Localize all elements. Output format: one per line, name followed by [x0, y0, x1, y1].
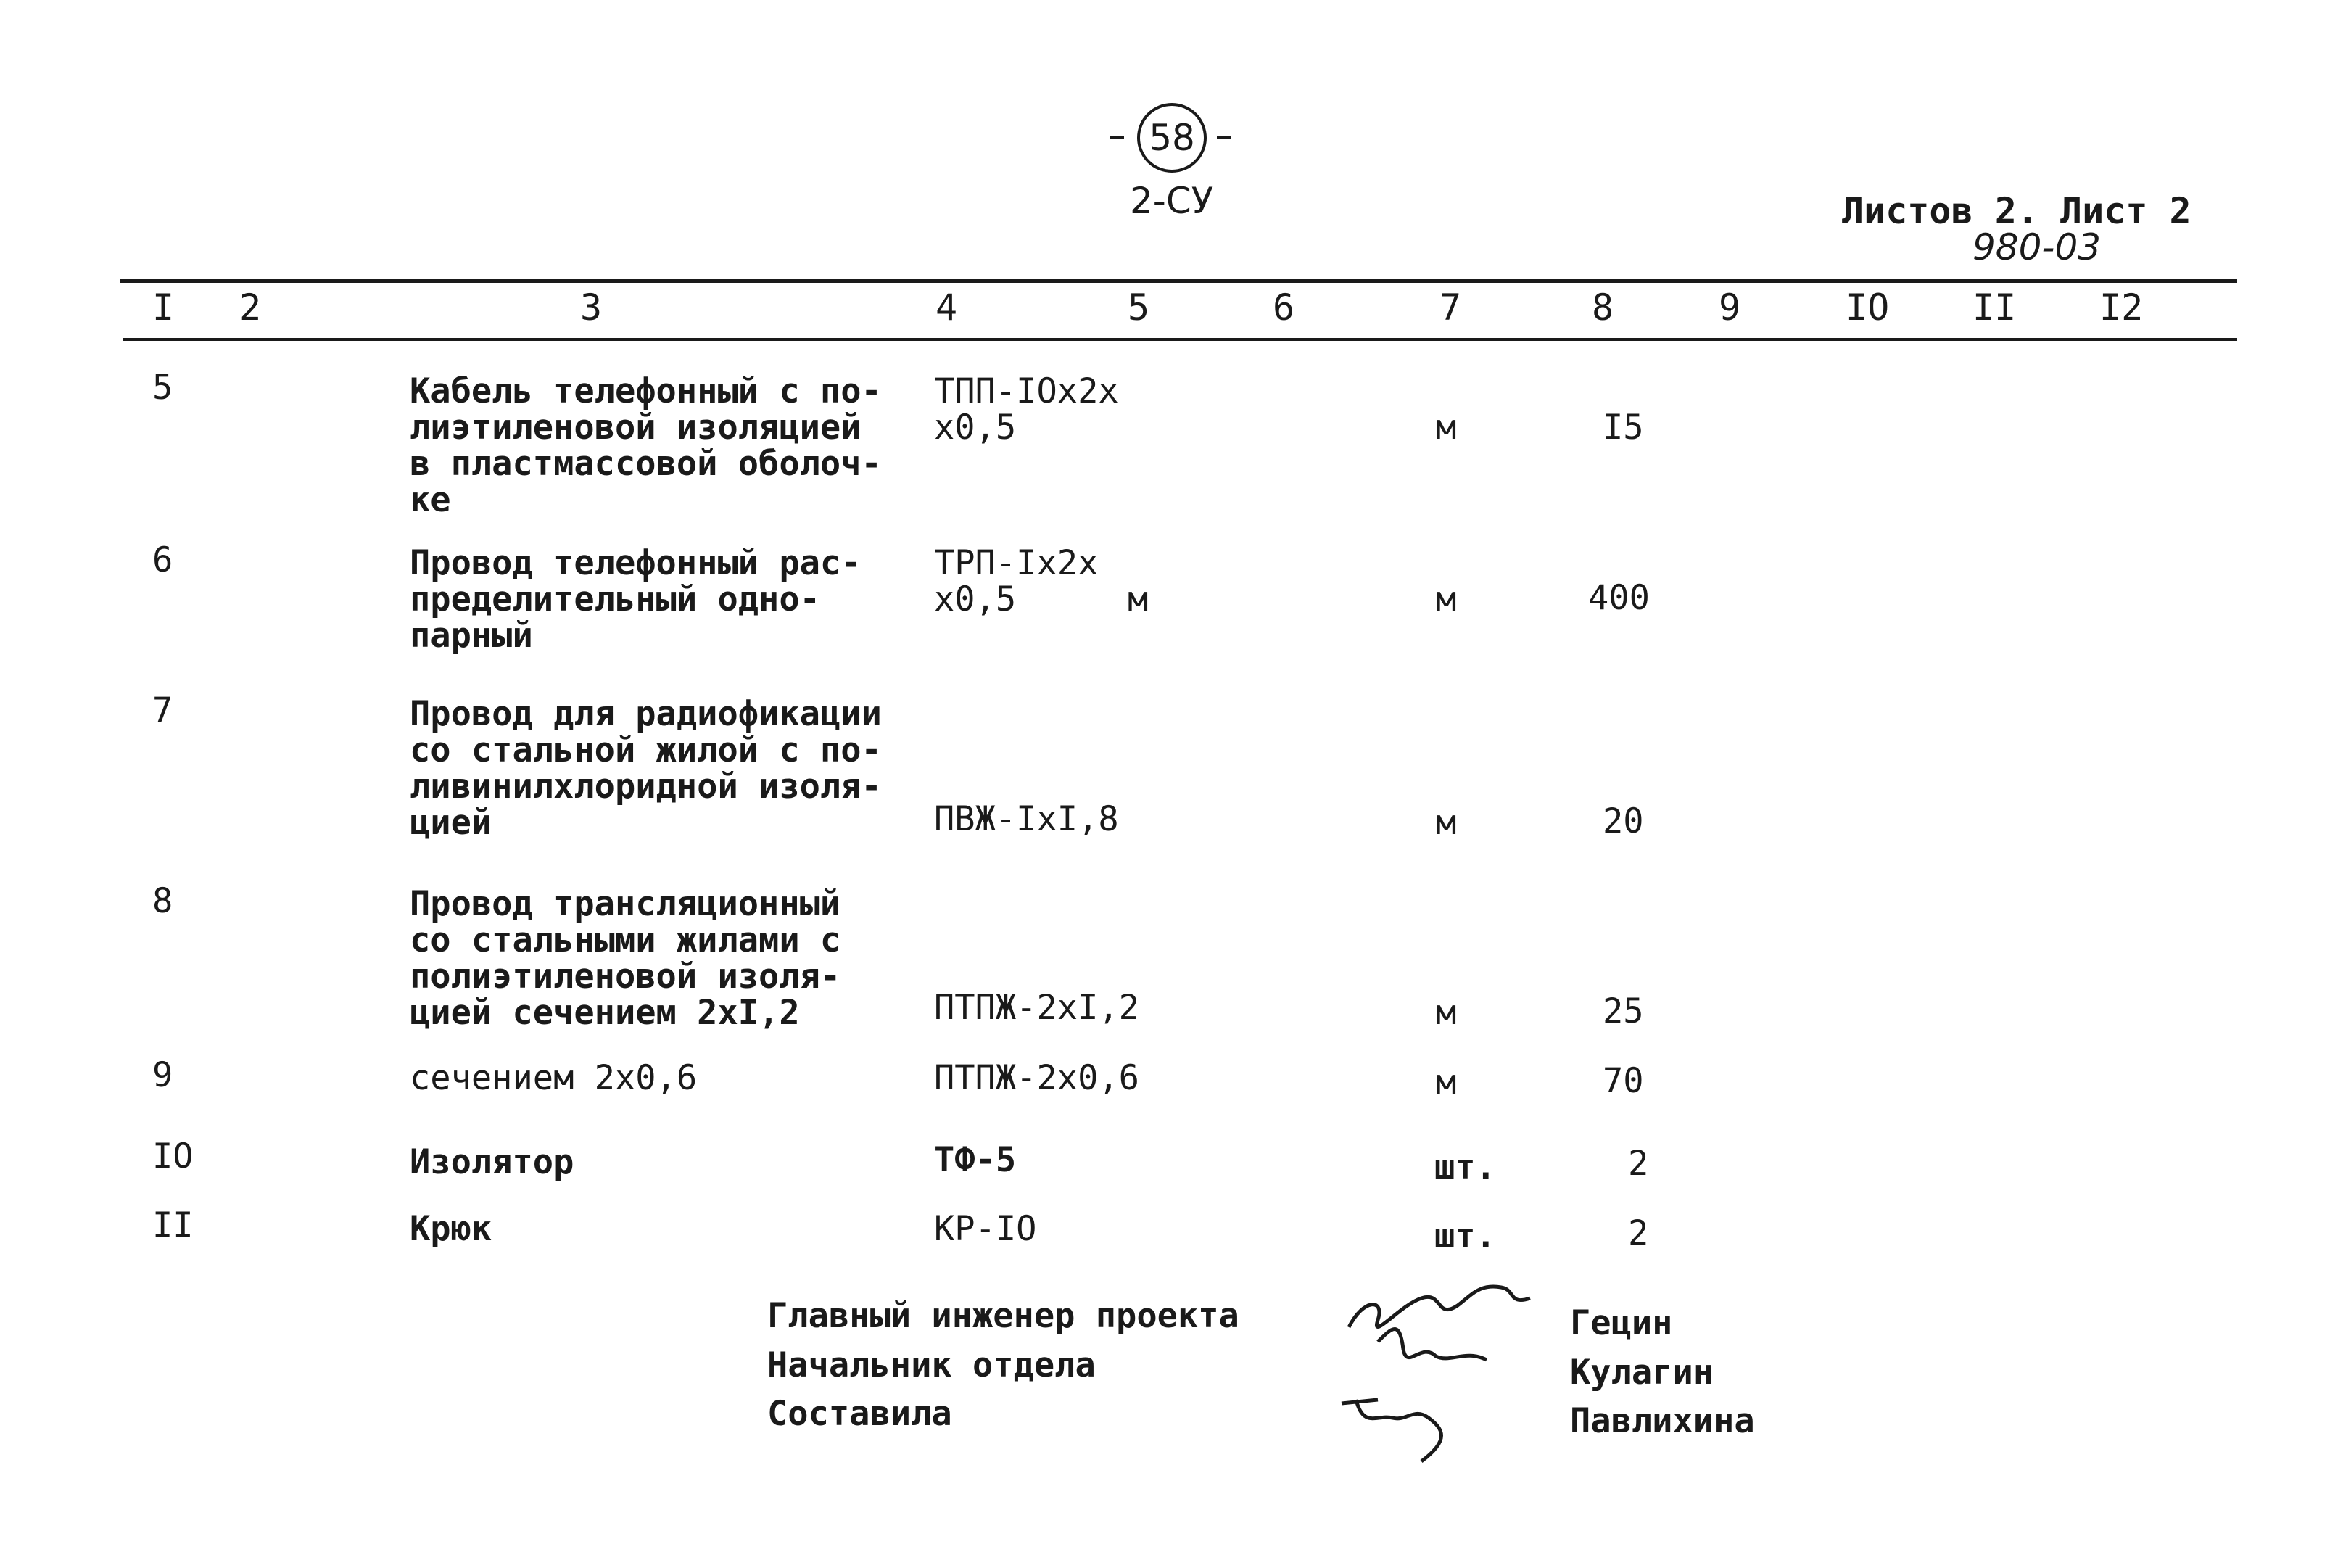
- page-number-dash-right: [1217, 136, 1231, 139]
- column-header: 2: [239, 286, 262, 329]
- signature-role: Составила: [767, 1394, 952, 1434]
- column-header: 4: [935, 286, 958, 329]
- item-unit: м: [1436, 408, 1457, 447]
- row-number: 7: [152, 690, 173, 730]
- signature-name: Гецин: [1570, 1303, 1673, 1343]
- signature-kulagin: [1378, 1329, 1487, 1361]
- signature-gecin: [1349, 1287, 1530, 1327]
- signature-name: Павлихина: [1570, 1401, 1755, 1441]
- handwritten-signatures: [1334, 1255, 1574, 1472]
- page-number-dash-left: [1110, 136, 1124, 139]
- column-header: 6: [1273, 286, 1295, 329]
- document-code: 2-СУ: [1130, 180, 1214, 222]
- item-col5: м: [1128, 579, 1149, 619]
- item-mark: ТФ-5: [934, 1140, 1017, 1180]
- item-name: Провод трансляционный со стальными жилами с полиэтиленовой изоля- цией сечением 2xI,2: [410, 884, 841, 1033]
- item-mark: ПВЖ-IxI,8: [934, 799, 1119, 839]
- page-number-stamp: [1137, 103, 1207, 173]
- signature-name: Кулагин: [1570, 1353, 1714, 1392]
- row-number: 8: [152, 881, 173, 921]
- item-quantity: I5: [1603, 408, 1644, 447]
- row-number: 9: [152, 1055, 173, 1095]
- item-name: Изолятор: [410, 1142, 574, 1182]
- item-name: Кабель телефонный с по- лиэтиленовой изоляцией в пластмассовой оболоч- ке: [410, 371, 882, 520]
- column-header: IO: [1846, 286, 1890, 329]
- column-header: I: [152, 286, 175, 329]
- item-unit: м: [1436, 1062, 1457, 1102]
- column-header: 7: [1439, 286, 1462, 329]
- item-mark: КР-IO: [934, 1209, 1037, 1249]
- item-quantity: 2: [1628, 1144, 1649, 1184]
- item-unit: м: [1436, 803, 1457, 843]
- item-mark: ПТПЖ-2xI,2: [934, 988, 1139, 1028]
- item-quantity: 25: [1603, 991, 1644, 1031]
- item-quantity: 400: [1588, 578, 1650, 618]
- document-number: 980-03: [1972, 226, 2102, 268]
- item-mark: ТРП-Ix2x x0,5: [934, 543, 1099, 619]
- row-number: IO: [152, 1136, 194, 1176]
- signature-role: Начальник отдела: [767, 1345, 1096, 1385]
- item-name: Провод для радиофикации со стальной жилой с по- ливинилхлоридной изоля- цией: [410, 694, 882, 843]
- column-header: 9: [1719, 286, 1741, 329]
- item-unit: м: [1436, 579, 1457, 619]
- signature-pavlikhina: [1342, 1400, 1442, 1461]
- item-name: Крюк: [410, 1209, 492, 1249]
- page-number: 58: [1149, 117, 1195, 159]
- item-unit: шт.: [1434, 1216, 1496, 1256]
- sheets-info: Листов 2. Лист 2: [1842, 190, 2191, 232]
- table-top-rule: [120, 279, 2237, 283]
- item-mark: ТПП-IOx2x x0,5: [934, 371, 1119, 447]
- item-unit: м: [1436, 993, 1457, 1033]
- signature-role: Главный инженер проекта: [767, 1296, 1239, 1336]
- item-name: Провод телефонный рас- пределительный одно- парный: [410, 543, 862, 656]
- item-name: сечением 2x0,6: [410, 1058, 698, 1098]
- column-header: 3: [580, 286, 603, 329]
- column-header: 5: [1128, 286, 1150, 329]
- item-quantity: 20: [1603, 801, 1644, 841]
- item-unit: шт.: [1434, 1147, 1496, 1187]
- row-number: II: [152, 1205, 194, 1245]
- column-header: II: [1972, 286, 2017, 329]
- column-header: 8: [1592, 286, 1614, 329]
- row-number: 6: [152, 540, 173, 580]
- column-header: I2: [2099, 286, 2144, 329]
- item-quantity: 2: [1628, 1213, 1649, 1253]
- row-number: 5: [152, 368, 173, 408]
- item-quantity: 70: [1603, 1061, 1644, 1101]
- item-mark: ПТПЖ-2x0,6: [934, 1058, 1139, 1098]
- table-header-rule: [123, 338, 2237, 341]
